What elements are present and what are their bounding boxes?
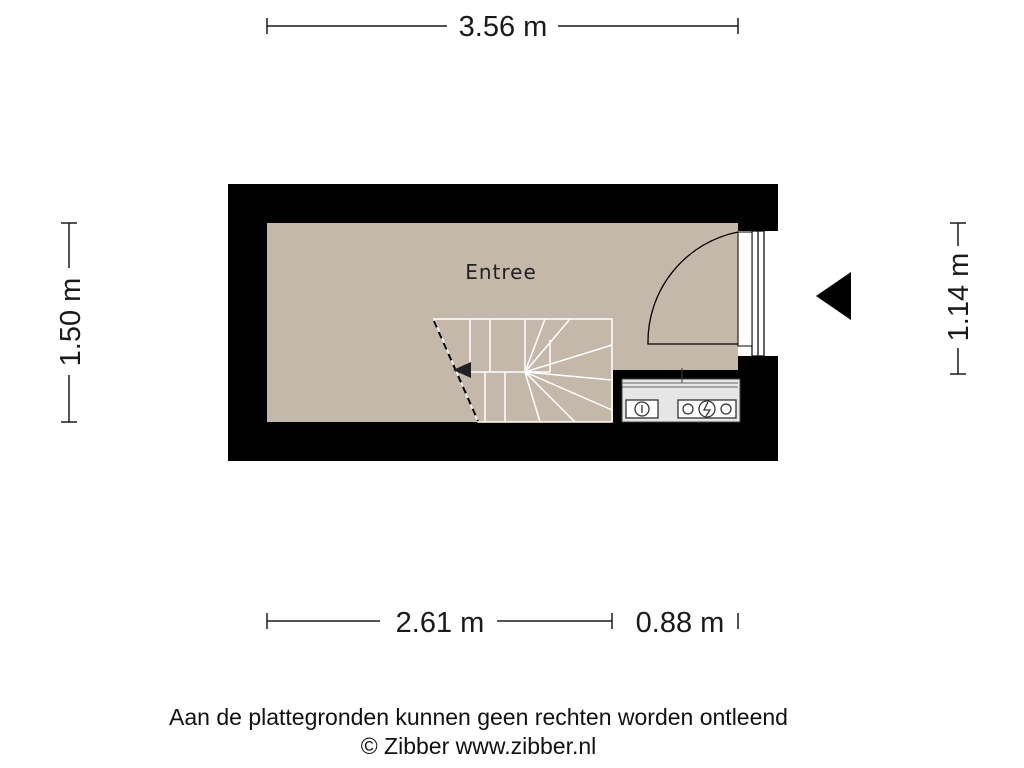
- wall-stub-bottom: [738, 356, 778, 364]
- water-meter-icon: [626, 400, 658, 418]
- dimension-left-label: 1.50 m: [55, 277, 87, 367]
- room-label-entree: Entree: [465, 260, 537, 284]
- copyright-text: © Zibber www.zibber.nl: [360, 733, 597, 759]
- door-frame: [752, 231, 764, 356]
- entrance-arrow-icon: [816, 272, 851, 320]
- disclaimer-text: Aan de plattegronden kunnen geen rechten worden ontleend: [169, 704, 788, 730]
- dimension-bottom-right-label: 0.88 m: [635, 607, 725, 639]
- wall-stub-top: [738, 223, 778, 231]
- door-leaf: [738, 232, 752, 346]
- dimension-right-label: 1.14 m: [943, 252, 975, 342]
- dimension-bottom-left-label: 2.61 m: [395, 607, 485, 639]
- electricity-meter-icon: [678, 400, 736, 418]
- dimension-top-label: 3.56 m: [458, 11, 548, 43]
